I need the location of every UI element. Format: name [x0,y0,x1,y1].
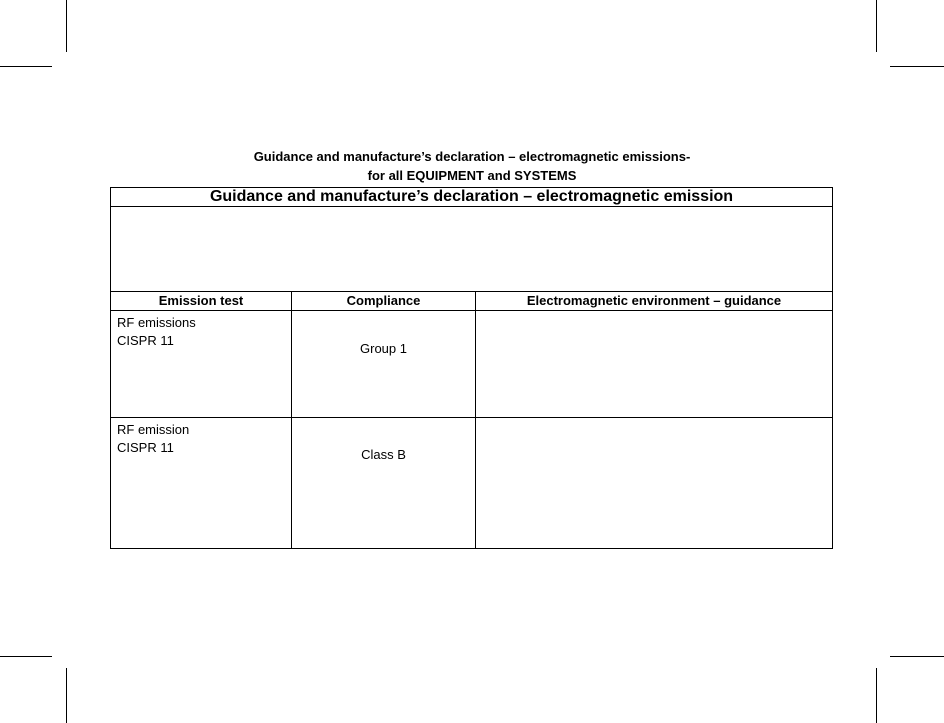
table-row [111,418,833,549]
emission-test-standard: CISPR 11 [117,440,174,455]
crop-mark-bottom-left-horizontal [0,656,52,657]
compliance-cell [292,311,476,418]
page-heading-line2: for all EQUIPMENT and SYSTEMS [367,168,577,183]
emission-test-name: RF emission [117,422,190,437]
emission-test-cell [111,311,292,418]
emission-test-name: RF emissions [117,315,196,330]
compliance-value: Class B [361,447,406,462]
guidance-cell [476,418,833,549]
crop-mark-bottom-right-vertical [876,668,877,723]
guidance-cell [476,311,833,418]
compliance-cell [292,418,476,549]
crop-mark-top-right-horizontal [890,66,944,67]
column-header-emission-test: Emission test [111,292,292,311]
crop-mark-top-left-horizontal [0,66,52,67]
table-row [111,311,833,418]
crop-mark-bottom-right-horizontal [890,656,944,657]
crop-mark-top-left-vertical [66,0,67,52]
table-title: Guidance and manufacture’s declaration – electromagnetic emission [111,188,833,207]
emissions-table [110,187,833,549]
emission-test-standard: CISPR 11 [117,333,174,348]
table-intro [111,207,833,292]
crop-mark-bottom-left-vertical [66,668,67,723]
compliance-value: Group 1 [360,341,407,356]
page-heading-line1: Guidance and manufacture’s declaration – electromagnetic emissions- [253,149,691,164]
column-header-guidance: Electromagnetic environment – guidance [476,292,833,311]
column-header-compliance: Compliance [292,292,476,311]
emission-test-cell [111,418,292,549]
crop-mark-top-right-vertical [876,0,877,52]
